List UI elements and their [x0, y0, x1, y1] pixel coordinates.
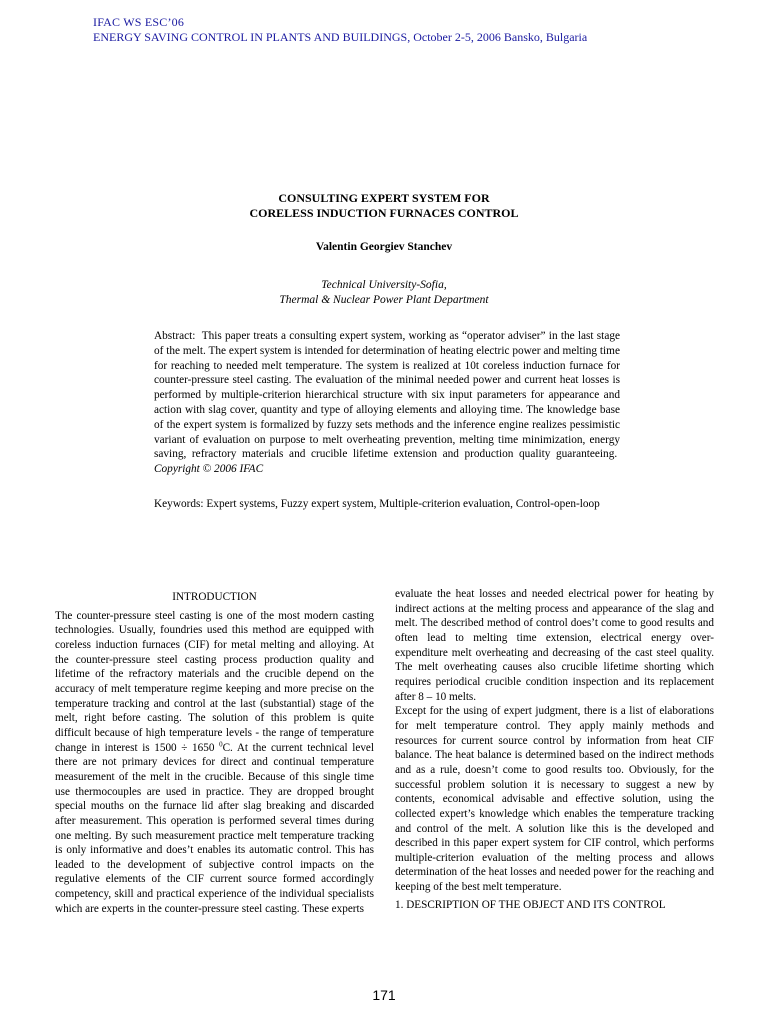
affiliation-line-2: Thermal & Nuclear Power Plant Department [279, 294, 489, 306]
left-column [55, 590, 374, 916]
degree-superscript: 0 [219, 739, 223, 748]
keywords [154, 497, 620, 512]
introduction-heading: INTRODUCTION [172, 591, 257, 603]
page-number: 171 [372, 987, 396, 1003]
right-column [395, 587, 714, 912]
event-line: ENERGY SAVING CONTROL IN PLANTS AND BUILDINGS, October 2-5, 2006 Bansko, Bulgaria [93, 30, 588, 44]
copyright-notice: Copyright © 2006 IFAC [154, 463, 264, 476]
keywords-text: Expert systems, Fuzzy expert system, Multiple-criterion evaluation, Control-open-loop [206, 498, 600, 510]
affiliation-line-1: Technical University-Sofia, [321, 279, 447, 291]
conference-name: IFAC WS ESC’06 [93, 15, 185, 29]
title-line-1: CONSULTING EXPERT SYSTEM FOR [278, 191, 490, 205]
author-name: Valentin Georgiev Stanchev [315, 241, 453, 253]
intro-paragraph-2: evaluate the heat losses and needed electrical power for heating by indirect actions at the melting process and appearance of the slag and melt. The described method of control does’t come to good results and often lead to melting time extension, electrical energy over-expenditure melt overheating and decreasing of the cast steel quality. The melt overheating causes also crucible lifetime shorting which requires periodical crucible condition inspection and its replacement after 8 – 10 melts. [395, 588, 714, 703]
keywords-label: Keywords: [154, 498, 204, 510]
title-line-2: CORELESS INDUCTION FURNACES CONTROL [249, 206, 519, 220]
intro-text-part-1: The counter-pressure steel casting is one of the most modern casting technologies. Usually, foundries used this method are equipped with coreless induction furnaces (CIF) for metal melting and alloying. At the counter-pressure steel casting process production quality and lifetime of the refractory materials and the crucible depend on the accuracy of melt temperature regime keeping and more precise on the temperature tracking and control at the last (substantial) stage of the melt, right before casting. The solution of this problem is quite difficult because of high temperature levels - the range of temperature change in interest is 1500 ÷ 1650 [55, 609, 374, 754]
intro-paragraph-1 [55, 609, 374, 917]
abstract-text: This paper treats a consulting expert system, working as “operator adviser” in the last stage of the melt. The expert system is intended for determination of heating electric power and melting time for reaching to needed melt temperature. The system is realized at 10t coreless induction furnace for counter-pressure steel casting. The evaluation of the minimal needed power and current heat losses is performed by multiple-criterion hierarchical structure with six input parameters for appearance and action with slag cover, quantity and type of alloying elements and alloying time. The knowledge base of the expert system is formalized by fuzzy sets methods and the inference engine realizes pessimistic variant of evaluation on purpose to melt overheating prevention, melting time minimization, energy saving, refractory materials and crucible lifetime extension and production quality guaranteeing. [154, 330, 620, 461]
abstract [154, 329, 620, 477]
affiliation [0, 278, 768, 308]
running-header [93, 15, 587, 45]
paper-title [0, 191, 768, 221]
section-1-heading: 1. DESCRIPTION OF THE OBJECT AND ITS CONTROL [395, 898, 666, 911]
intro-paragraph-3: Except for the using of expert judgment, there is a list of elaborations for melt temperature control. They apply mainly methods and resources for current source control by information from heat CIF balance. The heat balance is determined based on the indirect methods and as a rule, doesn’t come to good results too. Obviously, for the successful problem solution it is necessary to suggest a new by contents, economical advisable and effective solution, using the collected expert’s knowledge which enables the temperature tracking and control of the melt. A solution like this is the developed and described in this paper expert system for CIF control, which performs multiple-criterion evaluation of the melting process and allows determination of the heat losses and needed power for the reaching and keeping of the best melt temperature. [395, 705, 714, 894]
intro-text-part-2: C. At the current technical level there are not primary devices for direct and continual temperature measurement of the melt in the crucible. Because of this single time use thermocouples are used in practice. They are dropped brought special mouths on the furnace lid after slag breaking and discarded after measurement. This operation is performed several times during one melting. By such measurement practice melt temperature tracking is only informative and does’t enables its automatic control. This has leaded to the development of subjective control impacts on the regulative elements of the CIF current source formed accordingly competency, skill and practical experience of the individual specialists which are experts in the counter-pressure steel casting. These experts [55, 741, 374, 915]
abstract-label: Abstract: [154, 330, 196, 342]
